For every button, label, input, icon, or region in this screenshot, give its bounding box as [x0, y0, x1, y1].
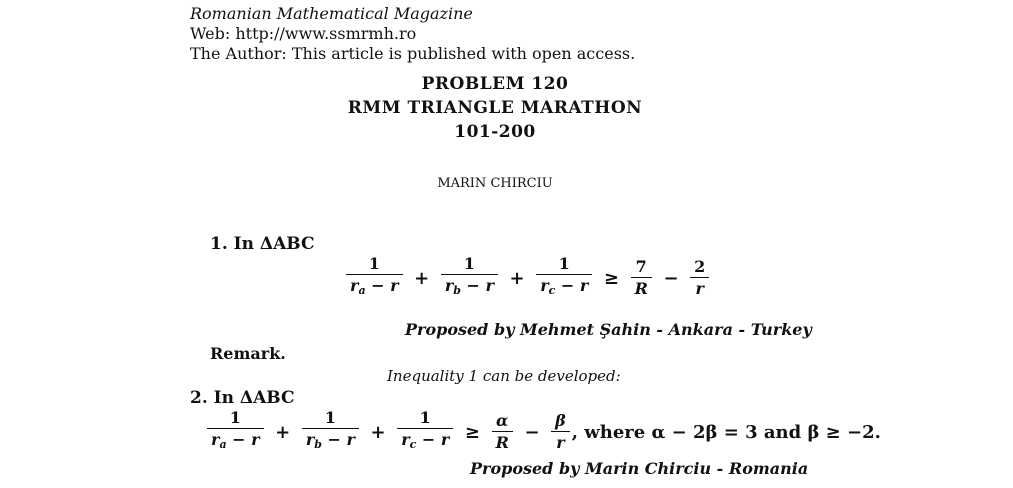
problem2-proposer: Proposed by Marin Chirciu - Romania — [470, 459, 809, 478]
problem-number-title: PROBLEM 120 — [421, 74, 569, 94]
website-line: Web: http://www.ssmrmh.ro — [190, 24, 417, 43]
problem1-proposer: Proposed by Mehmet Şahin - Ankara - Turkey — [405, 320, 812, 339]
remark-text: Inequality 1 can be developed: — [387, 367, 621, 385]
remark-label: Remark. — [210, 344, 286, 363]
marathon-title: RMM TRIANGLE MARATHON — [347, 98, 643, 118]
problem1-inequality: $\frac{1}{r_a - r}$ + $\frac{1}{r_b - r}$ + $\frac{1}{r_c - r}$ ≥ $\frac{7}{R}$ − $\frac{2}{r}$ — [344, 254, 711, 302]
problem2-inequality: $\frac{1}{r_a - r}$ + $\frac{1}{r_b - r}$ + $\frac{1}{r_c - r}$ ≥ $\frac{\alpha}{R}$ − $\frac{\beta}{r}$ , where α − 2β = 3 and β ≥ −2. — [205, 408, 881, 456]
open-access-note: The Author: This article is published with open access. — [190, 44, 636, 63]
magazine-name: Romanian Mathematical Magazine — [190, 4, 473, 23]
range-title: 101-200 — [454, 122, 536, 142]
problem1-label: 1. In ΔABC — [210, 234, 315, 254]
author-name: MARIN CHIRCIU — [437, 176, 553, 191]
problem2-label: 2. In ΔABC — [190, 388, 295, 408]
problem2-condition: , where α − 2β = 3 and β ≥ −2. — [571, 421, 881, 443]
